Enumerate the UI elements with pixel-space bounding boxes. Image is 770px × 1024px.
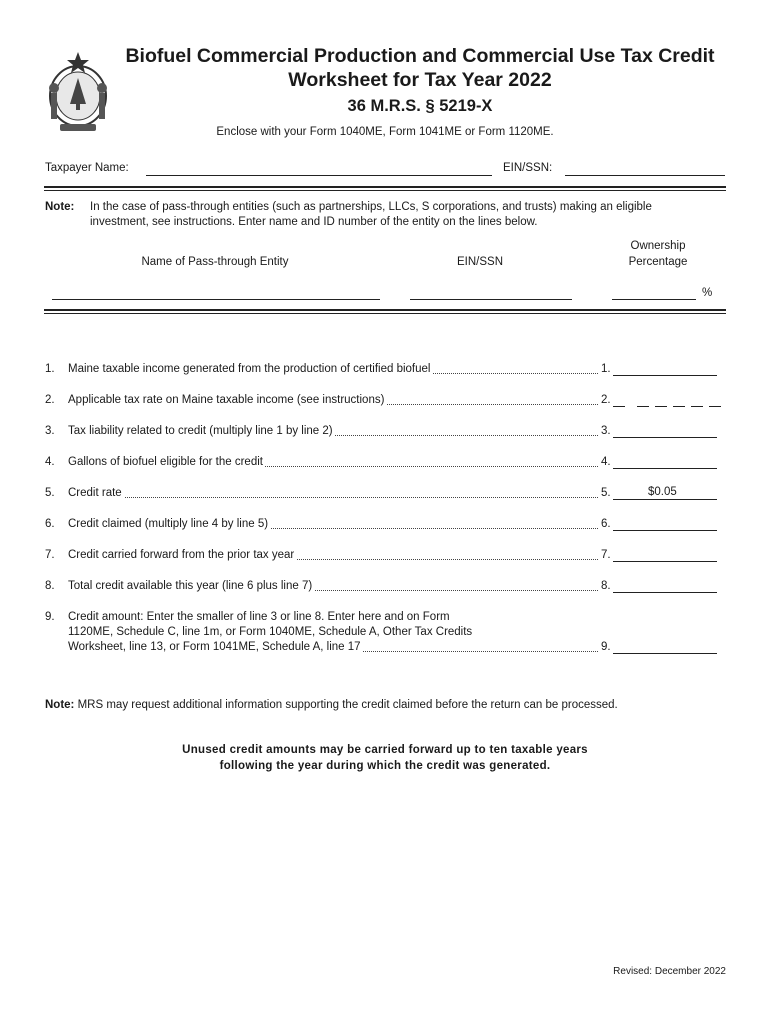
line-description-part2: 1120ME, Schedule C, line 1m, or Form 1040ME, Schedule A, Other Tax Credits [68,626,473,638]
statute-reference: 36 M.R.S. § 5219-X [347,97,493,115]
credit-rate-value: $0.05 [648,486,677,498]
line-number: 2. [45,394,55,406]
line-reference: 6. [601,518,611,530]
note-text-line1: In the case of pass-through entities (such as partnerships, LLCs, S corporations, and trusts) making an eligible [90,201,652,213]
line-number: 1. [45,363,55,375]
line-description-part1: Credit amount: Enter the smaller of line 3 or line 8. Enter here and on Form [68,611,450,623]
note-label: Note: [45,201,75,213]
line-description-part3: Worksheet, line 13, or Form 1041ME, Schedule A, line 17 [68,641,361,653]
line-reference: 8. [601,580,611,592]
carry-forward-line1: Unused credit amounts may be carried forward up to ten taxable years [182,744,588,756]
ownership-percentage-field[interactable] [612,299,696,300]
line-number: 5. [45,487,55,499]
line-description: Total credit available this year (line 6 plus line 7) [68,580,313,592]
line-reference: 3. [601,425,611,437]
leader-dots [70,497,598,498]
entity-name-field[interactable] [52,299,380,300]
note-additional-info [45,699,618,711]
line-6-amount-field[interactable] [613,530,717,531]
line-reference: 7. [601,549,611,561]
form-title-line2: Worksheet for Tax Year 2022 [288,69,552,91]
line-number: 3. [45,425,55,437]
line-8-amount-field[interactable] [613,592,717,593]
line-description: Tax liability related to credit (multiply line 1 by line 2) [68,425,333,437]
line-description: Maine taxable income generated from the production of certified biofuel [68,363,431,375]
percent-sign: % [702,287,713,299]
section-divider-thin [44,190,726,191]
taxpayer-name-label: Taxpayer Name: [45,162,129,174]
ein-ssn-field[interactable] [565,175,725,176]
line-reference: 4. [601,456,611,468]
line-reference: 2. [601,394,611,406]
line-1-amount-field[interactable] [613,375,717,376]
enclose-instruction: Enclose with your Form 1040ME, Form 1041ME or Form 1120ME. [216,126,554,138]
section-divider-thin [44,313,726,314]
line-description: Applicable tax rate on Maine taxable income (see instructions) [68,394,385,406]
line-description: Gallons of biofuel eligible for the credit [68,456,263,468]
note-text: MRS may request additional information supporting the credit claimed before the return can be processed. [77,699,618,711]
line-3-amount-field[interactable] [613,437,717,438]
note-text-line2: investment, see instructions. Enter name and ID number of the entity on the lines below. [90,216,538,228]
section-divider [44,309,726,311]
entity-ein-field[interactable] [410,299,572,300]
taxpayer-name-field[interactable] [146,175,492,176]
line-number: 8. [45,580,55,592]
line-number: 7. [45,549,55,561]
entity-ein-header: EIN/SSN [456,256,503,268]
line-number: 4. [45,456,55,468]
ownership-header-line2: Percentage [628,256,688,268]
line-7-amount-field[interactable] [613,561,717,562]
line-number: 9. [45,611,55,623]
section-divider [44,186,726,188]
line-reference: 5. [601,487,611,499]
line-reference: 9. [601,641,611,653]
form-title-line1: Biofuel Commercial Production and Commercial Use Tax Credit [125,45,715,67]
line-5-amount-field [613,499,717,500]
line-9-amount-field[interactable] [613,653,717,654]
ownership-header-line1: Ownership [630,240,686,252]
revision-date: Revised: December 2022 [613,966,726,977]
line-description: Credit rate [68,487,122,499]
carry-forward-line2: following the year during which the credit was generated. [219,760,551,772]
line-number: 6. [45,518,55,530]
line-description: Credit carried forward from the prior tax year [68,549,295,561]
ein-ssn-label: EIN/SSN: [503,162,553,174]
line-reference: 1. [601,363,611,375]
line-4-amount-field[interactable] [613,468,717,469]
note-label: Note: [45,699,75,711]
entity-name-header: Name of Pass-through Entity [141,256,289,268]
line-description: Credit claimed (multiply line 4 by line 5) [68,518,269,530]
